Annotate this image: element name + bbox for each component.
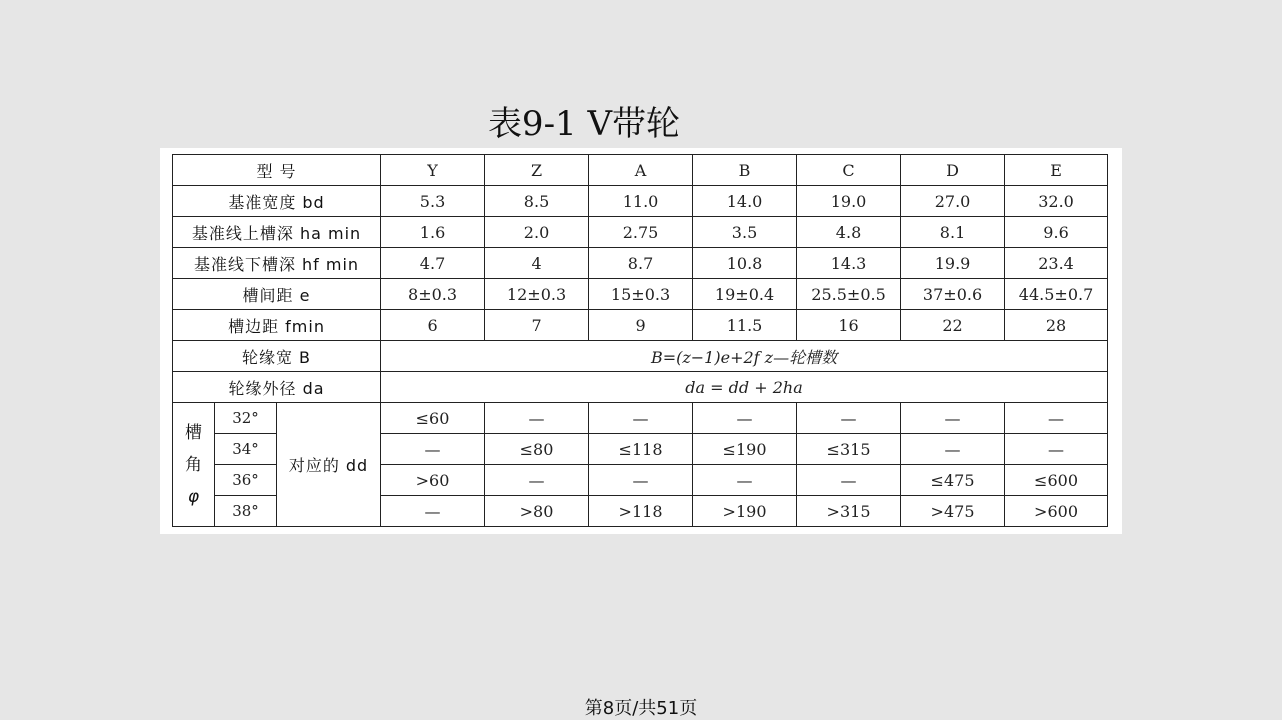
- groove-angle-char: φ: [187, 486, 200, 507]
- groove-angle-label: [173, 403, 215, 527]
- table-cell: >190: [693, 496, 797, 527]
- table-cell: 22: [901, 310, 1005, 341]
- table-row: [173, 372, 1108, 403]
- table-cell: —: [589, 403, 693, 434]
- table-cell: 8.5: [485, 186, 589, 217]
- table-cell: 32.0: [1005, 186, 1108, 217]
- table-cell: 15±0.3: [589, 279, 693, 310]
- corresponding-dd-label: 对应的 dd: [277, 403, 381, 527]
- table-header-row: [173, 155, 1108, 186]
- row-label: 轮缘外径 da: [173, 372, 381, 403]
- angle-value: 32°: [215, 403, 277, 434]
- column-header-e: E: [1005, 155, 1108, 186]
- table-cell: —: [485, 403, 589, 434]
- table-cell: —: [693, 403, 797, 434]
- table-cell: 9.6: [1005, 217, 1108, 248]
- row-label: 槽边距 fmin: [173, 310, 381, 341]
- table-cell: >600: [1005, 496, 1108, 527]
- table-cell: 8.7: [589, 248, 693, 279]
- row-label: 槽间距 e: [173, 279, 381, 310]
- table-cell: >315: [797, 496, 901, 527]
- table-cell: 2.0: [485, 217, 589, 248]
- table-cell: —: [589, 465, 693, 496]
- table-cell: —: [797, 403, 901, 434]
- table-body: [173, 155, 1108, 527]
- table-cell: 14.3: [797, 248, 901, 279]
- table-image-area: [160, 148, 1122, 534]
- table-cell: 14.0: [693, 186, 797, 217]
- table-cell: ≤118: [589, 434, 693, 465]
- angle-value: 38°: [215, 496, 277, 527]
- row-label: 轮缘宽 B: [173, 341, 381, 372]
- table-cell: ≤190: [693, 434, 797, 465]
- page-footer: 第8页/共51页: [584, 698, 698, 719]
- slide-title: 表9-1 V带轮: [487, 104, 681, 144]
- table-cell: 4.7: [381, 248, 485, 279]
- table-cell: —: [901, 403, 1005, 434]
- column-header-z: Z: [485, 155, 589, 186]
- table-row: [173, 310, 1108, 341]
- table-cell: ≤315: [797, 434, 901, 465]
- table-cell: 44.5±0.7: [1005, 279, 1108, 310]
- table-cell: 1.6: [381, 217, 485, 248]
- rim-diameter-formula: da = dd + 2ha: [381, 372, 1108, 403]
- row-label: 基准宽度 bd: [173, 186, 381, 217]
- table-cell: —: [381, 434, 485, 465]
- table-cell: 2.75: [589, 217, 693, 248]
- table-cell: —: [693, 465, 797, 496]
- table-cell: —: [901, 434, 1005, 465]
- table-cell: >475: [901, 496, 1005, 527]
- angle-value: 34°: [215, 434, 277, 465]
- column-header-c: C: [797, 155, 901, 186]
- table-cell: —: [381, 496, 485, 527]
- table-row: [173, 217, 1108, 248]
- table-cell: 11.0: [589, 186, 693, 217]
- table-cell: 19.9: [901, 248, 1005, 279]
- angle-value: 36°: [215, 465, 277, 496]
- table-row: [173, 248, 1108, 279]
- table-cell: 8±0.3: [381, 279, 485, 310]
- rim-width-formula: B=(z−1)e+2f z—轮槽数: [381, 341, 1108, 372]
- table-cell: >60: [381, 465, 485, 496]
- table-cell: ≤80: [485, 434, 589, 465]
- groove-angle-row: [173, 403, 1108, 434]
- table-cell: 4.8: [797, 217, 901, 248]
- table-cell: 19.0: [797, 186, 901, 217]
- table-row: [173, 279, 1108, 310]
- table-cell: —: [485, 465, 589, 496]
- column-header-a: A: [589, 155, 693, 186]
- table-cell: 3.5: [693, 217, 797, 248]
- table-cell: 23.4: [1005, 248, 1108, 279]
- table-cell: 10.8: [693, 248, 797, 279]
- table-cell: 19±0.4: [693, 279, 797, 310]
- table-cell: ≤600: [1005, 465, 1108, 496]
- table-cell: 27.0: [901, 186, 1005, 217]
- row-label: 基准线上槽深 ha min: [173, 217, 381, 248]
- column-header-d: D: [901, 155, 1005, 186]
- groove-angle-char: 角: [185, 454, 202, 475]
- column-header-b: B: [693, 155, 797, 186]
- table-cell: ≤475: [901, 465, 1005, 496]
- table-row: [173, 341, 1108, 372]
- table-cell: 25.5±0.5: [797, 279, 901, 310]
- column-header-y: Y: [381, 155, 485, 186]
- table-cell: 28: [1005, 310, 1108, 341]
- table-cell: 8.1: [901, 217, 1005, 248]
- table-cell: >80: [485, 496, 589, 527]
- groove-angle-char: 槽: [185, 422, 202, 443]
- table-cell: —: [1005, 403, 1108, 434]
- table-cell: 9: [589, 310, 693, 341]
- table-cell: —: [1005, 434, 1108, 465]
- table-row: [173, 186, 1108, 217]
- row-label: 基准线下槽深 hf min: [173, 248, 381, 279]
- table-cell: 7: [485, 310, 589, 341]
- table-cell: 12±0.3: [485, 279, 589, 310]
- table-cell: 11.5: [693, 310, 797, 341]
- table-cell: ≤60: [381, 403, 485, 434]
- table-cell: 5.3: [381, 186, 485, 217]
- v-belt-pulley-table: [172, 154, 1108, 527]
- table-cell: 37±0.6: [901, 279, 1005, 310]
- table-cell: >118: [589, 496, 693, 527]
- table-cell: 4: [485, 248, 589, 279]
- header-label-cell: 型 号: [173, 155, 381, 186]
- table-cell: 6: [381, 310, 485, 341]
- table-cell: —: [797, 465, 901, 496]
- table-cell: 16: [797, 310, 901, 341]
